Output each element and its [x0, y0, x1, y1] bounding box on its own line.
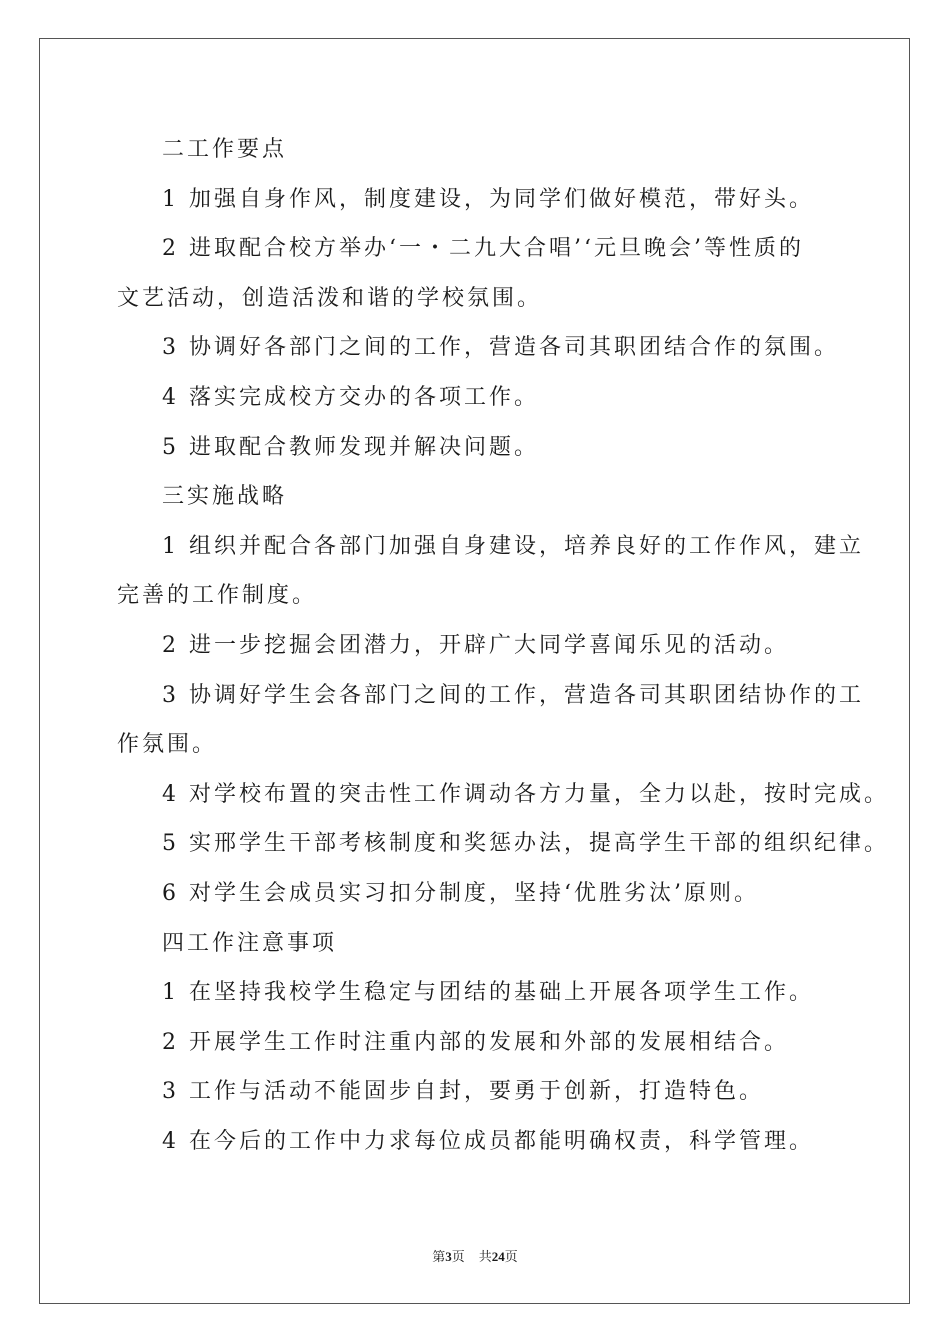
document-body [117, 128, 889, 1169]
paragraph-line: 2 进一步挖掘会团潜力，开辟广大同学喜闻乐见的活动。 [162, 632, 789, 658]
page-footer [0, 1246, 950, 1265]
paragraph-line: 四工作注意事项 [162, 930, 338, 956]
paragraph-line: 1 加强自身作风，制度建设，为同学们做好模范，带好头。 [162, 186, 814, 212]
footer-total-pages: 24 [491, 1249, 505, 1264]
footer-page-suffix: 页 [451, 1249, 465, 1264]
paragraph-line: 三实施战略 [162, 484, 288, 510]
footer-total-suffix: 页 [504, 1249, 518, 1264]
paragraph-line: 1 在坚持我校学生稳定与团结的基础上开展各项学生工作。 [162, 980, 814, 1006]
paragraph-line: 3 协调好各部门之间的工作，营造各司其职团结合作的氛围。 [162, 335, 839, 361]
footer-page-prefix: 第 [432, 1249, 446, 1264]
paragraph-line: 完善的工作制度。 [117, 583, 318, 609]
footer-page-number: 3 [445, 1249, 452, 1264]
paragraph-line: 二工作要点 [162, 137, 288, 162]
paragraph-line: 4 落实完成校方交办的各项工作。 [162, 384, 539, 410]
footer-total-prefix: 共 [478, 1249, 492, 1264]
paragraph-line: 2 进取配合校方举办‘一・二九大合唱’‘元旦晚会’等性质的 [162, 236, 804, 262]
paragraph-line: 6 对学生会成员实习扣分制度，坚持‘优胜劣汰’原则。 [162, 880, 759, 906]
paragraph-line: 3 协调好学生会各部门之间的工作，营造各司其职团结协作的工 [162, 682, 864, 708]
paragraph-line: 4 对学校布置的突击性工作调动各方力量，全力以赴，按时完成。 [162, 781, 889, 807]
paragraph-line: 2 开展学生工作时注重内部的发展和外部的发展相结合。 [162, 1029, 789, 1055]
paragraph-line: 4 在今后的工作中力求每位成员都能明确权责，科学管理。 [162, 1128, 814, 1154]
paragraph-line: 5 实邢学生干部考核制度和奖惩办法，提高学生干部的组织纪律。 [162, 831, 889, 857]
paragraph-line: 5 进取配合教师发现并解决问题。 [162, 434, 539, 460]
paragraph-line: 3 工作与活动不能固步自封，要勇于创新，打造特色。 [162, 1079, 764, 1105]
paragraph-line: 1 组织并配合各部门加强自身建设，培养良好的工作作风，建立 [162, 533, 864, 559]
paragraph-line: 作氛围。 [117, 732, 218, 758]
paragraph-line: 文艺活动，创造活泼和谐的学校氛围。 [117, 285, 543, 311]
